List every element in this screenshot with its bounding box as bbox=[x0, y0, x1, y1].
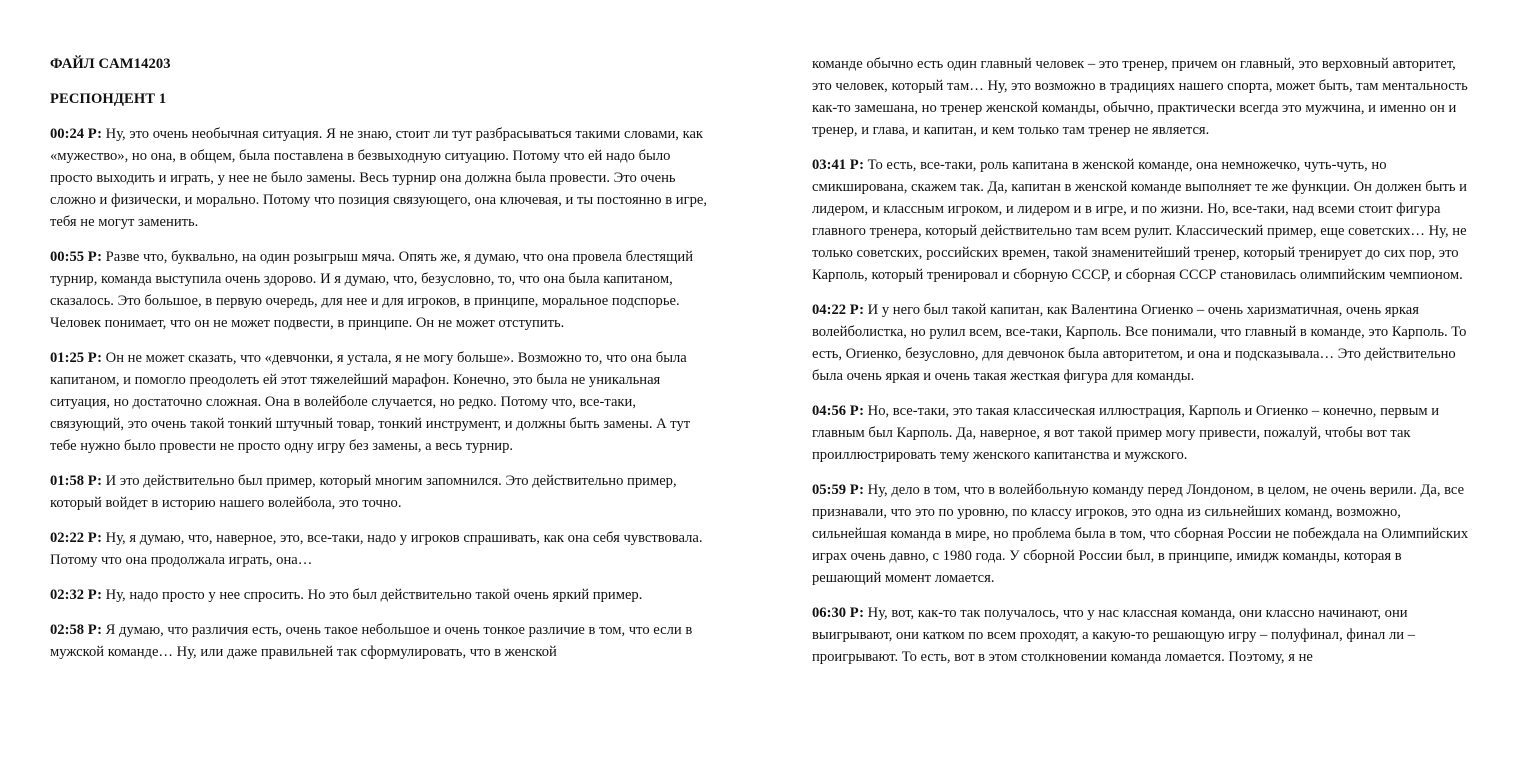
timestamp: 01:25 Р: bbox=[50, 350, 103, 366]
transcript-paragraph bbox=[812, 53, 1472, 141]
transcript-paragraph bbox=[812, 299, 1472, 387]
paragraph-text: И это действительно был пример, который многим запомнился. Это действительно пример, который войдет в историю нашего волейбола, это точно. bbox=[50, 473, 677, 511]
timestamp: 03:41 Р: bbox=[812, 157, 865, 173]
paragraph-text: То есть, все-таки, роль капитана в женской команде, она немножечко, чуть-чуть, но смикширована, скажем так. Да, капитан в женской команде выполняет те же функции. Он должен быть и лидером, и классным игроком, и лидером и в игре, и по жизни. Но, все-таки, над всеми стоит фигура главного тренера, который действительно там всем рулит. Классический пример, еще советских… Ну, не только советских, российских времен, такой знаменитейший тренер, который тренирует до сих пор, это Карполь, который тренировал и сборную СССР, и сборная СССР становилась олимпийским чемпионом. bbox=[812, 157, 1467, 283]
timestamp: 04:22 Р: bbox=[812, 302, 865, 318]
transcript-paragraph bbox=[50, 470, 710, 514]
transcript-paragraph bbox=[50, 527, 710, 571]
left-page bbox=[50, 0, 710, 779]
paragraph-text: Ну, надо просто у нее спросить. Но это был действительно такой очень яркий пример. bbox=[102, 587, 643, 603]
right-page bbox=[812, 0, 1472, 779]
timestamp: 00:55 Р: bbox=[50, 249, 103, 265]
transcript-paragraph bbox=[50, 246, 710, 334]
transcript-paragraph bbox=[50, 123, 710, 233]
timestamp: 06:30 Р: bbox=[812, 605, 865, 621]
paragraph-text: Но, все-таки, это такая классическая иллюстрация, Карполь и Огиенко – конечно, первым и главным был Карполь. Да, наверное, я вот такой пример могу привести, пожалуй, чтобы вот так проиллюстрировать тему женского капитанства и мужского. bbox=[812, 403, 1440, 463]
timestamp: 02:58 Р: bbox=[50, 622, 103, 638]
transcript-paragraph bbox=[812, 479, 1472, 589]
paragraph-text: Ну, вот, как-то так получалось, что у нас классная команда, они классно начинают, они выигрывают, они катком по всем проходят, а какую-то решающую игру – полуфинал, финал ли – проигрывают. То есть, вот в этом столкновении команда ломается. Поэтому, я не bbox=[812, 605, 1416, 665]
respondent-heading: РЕСПОНДЕНТ 1 bbox=[50, 91, 167, 107]
paragraph-text: Он не может сказать, что «девчонки, я устала, я не могу больше». Возможно то, что она была капитаном, и помогло преодолеть ей этот тяжелейший марафон. Конечно, это была не уникальная ситуация, но достаточно сложная. Она в волейболе случается, но редко. Потому что, все-таки, связующий, это очень такой тонкий штучный товар, тонкий инструмент, и должны быть замены. А тут тебе нужно было провести не просто одну игру без замены, а весь турнир. bbox=[50, 350, 691, 454]
paragraph-text: Разве что, буквально, на один розыгрыш мяча. Опять же, я думаю, что она провела блестящий турнир, команда выступила очень здорово. И я думаю, что, безусловно, то, что она была капитаном, сказалось. Это большое, в первую очередь, для нее и для игроков, в принципе, моральное подспорье. Человек понимает, что он не может подвести, в принципе. Он не может отступить. bbox=[50, 249, 694, 331]
timestamp: 00:24 Р: bbox=[50, 126, 103, 142]
transcript-paragraph bbox=[50, 584, 710, 606]
transcript-paragraph bbox=[50, 347, 710, 457]
transcript-paragraph bbox=[812, 400, 1472, 466]
transcript-paragraph bbox=[50, 619, 710, 663]
paragraph-text: команде обычно есть один главный человек – это тренер, причем он главный, это верховный авторитет, это человек, который там… Ну, это возможно в традициях нашего спорта, может быть, там ментальность как-то замешана, но тренер женской команды, обычно, практически всегда это мужчина, и именно он и тренер, и глава, и капитан, и кем только там тренер не является. bbox=[812, 56, 1468, 138]
paragraph-text: Я думаю, что различия есть, очень такое небольшое и очень тонкое различие в том, что если в мужской команде… Ну, или даже правильней так сформулировать, что в женской bbox=[50, 622, 693, 660]
transcript-paragraph bbox=[812, 602, 1472, 668]
timestamp: 02:22 Р: bbox=[50, 530, 103, 546]
file-title: ФАЙЛ CAM14203 bbox=[50, 56, 171, 72]
paragraph-text: Ну, я думаю, что, наверное, это, все-таки, надо у игроков спрашивать, как она себя чувствовала. Потому что она продолжала играть, она… bbox=[50, 530, 703, 568]
paragraph-text: Ну, дело в том, что в волейбольную команду перед Лондоном, в целом, не очень верили. Да, все признавали, что это по уровню, по классу игроков, это одна из сильнейших команд, возможно, сильнейшая команда в мире, но проблема была в том, что сборная России не побеждала на Олимпийских играх очень давно, с 1980 года. У сборной России был, в принципе, имидж команды, которая в решающий момент ломается. bbox=[812, 482, 1469, 586]
timestamp: 05:59 Р: bbox=[812, 482, 865, 498]
paragraph-text: И у него был такой капитан, как Валентина Огиенко – очень харизматичная, очень яркая волейболистка, но рулил всем, все-таки, Карполь. Все понимали, что главный в команде, это Карполь. То есть, Огиенко, безусловно, для девчонок была авторитетом, и она и подсказывала… Это действительно была очень яркая и очень такая жесткая фигура для команды. bbox=[812, 302, 1467, 384]
timestamp: 01:58 Р: bbox=[50, 473, 103, 489]
transcript-paragraph bbox=[812, 154, 1472, 286]
timestamp: 04:56 Р: bbox=[812, 403, 865, 419]
paragraph-text: Ну, это очень необычная ситуация. Я не знаю, стоит ли тут разбрасываться такими словами, как «мужество», но она, в общем, была поставлена в безвыходную ситуацию. Потому что ей надо было просто выходить и играть, у нее не было замены. Весь турнир она должна была провести. Это очень сложно и физически, и морально. Потому что позиция связующего, она ключевая, и ты постоянно в игре, тебя не могут заменить. bbox=[50, 126, 707, 230]
timestamp: 02:32 Р: bbox=[50, 587, 103, 603]
